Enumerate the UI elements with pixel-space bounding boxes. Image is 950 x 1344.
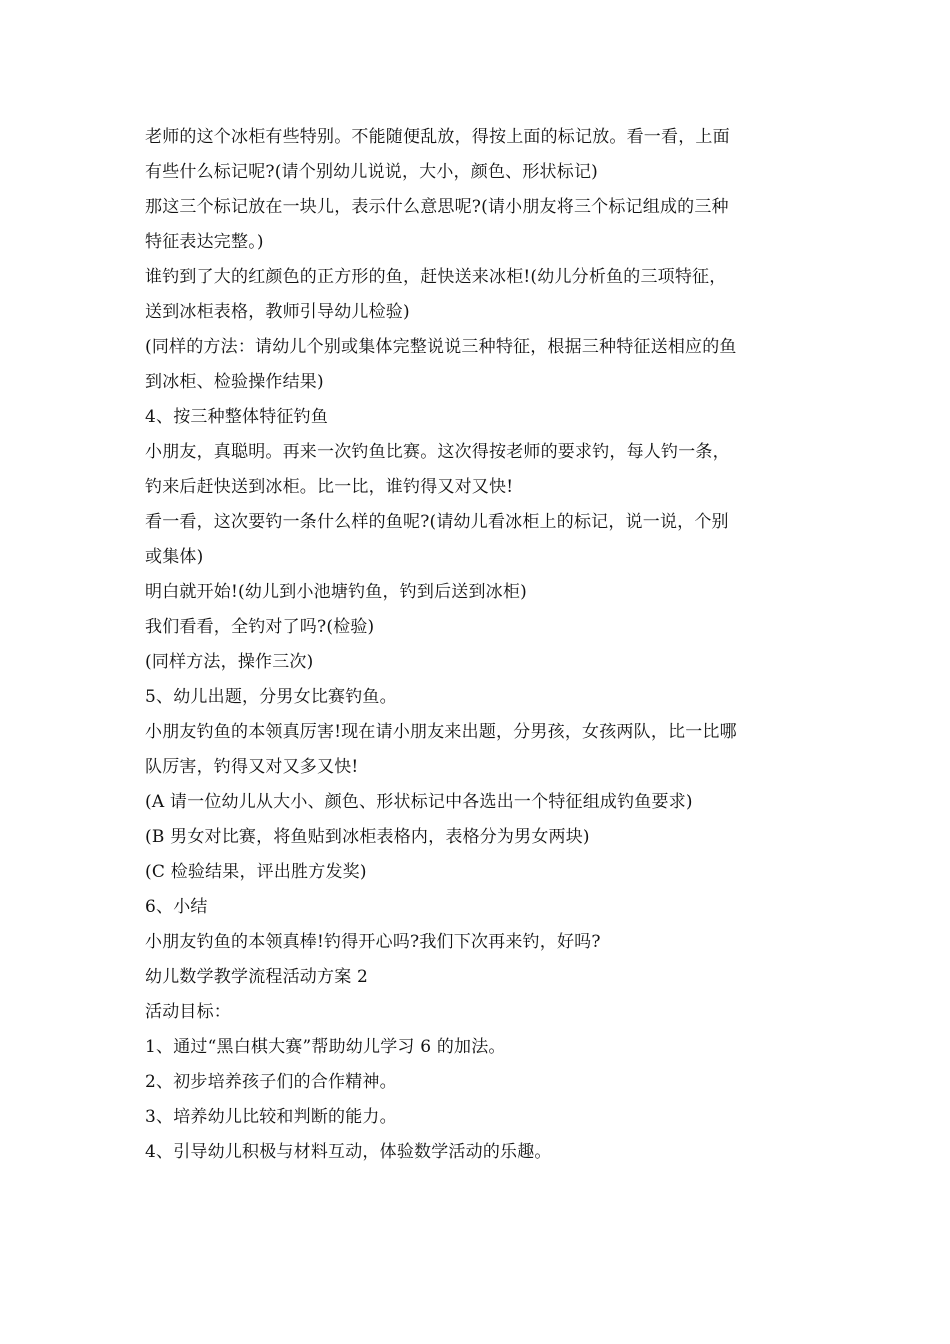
document-title: 幼儿数学教学流程活动方案 2 bbox=[145, 967, 369, 987]
section-heading: 4、按三种整体特征钓鱼 bbox=[145, 407, 329, 427]
text-line: 看一看，这次要钓一条什么样的鱼呢?(请幼儿看冰柜上的标记，说一说，个别 bbox=[145, 512, 729, 532]
text-line: 老师的这个冰柜有些特别。不能随便乱放，得按上面的标记放。看一看，上面 bbox=[145, 127, 730, 147]
section-heading: 5、幼儿出题，分男女比赛钓鱼。 bbox=[145, 687, 397, 707]
text-line: 特征表达完整。) bbox=[145, 232, 264, 252]
text-line: (C 检验结果，评出胜方发奖) bbox=[145, 862, 367, 882]
text-line: 钓来后赶快送到冰柜。比一比，谁钓得又对又快! bbox=[145, 477, 514, 497]
text-line: (同样方法，操作三次) bbox=[145, 652, 314, 672]
text-line: 队厉害，钓得又对又多又快! bbox=[145, 757, 359, 777]
list-item: 4、引导幼儿积极与材料互动，体验数学活动的乐趣。 bbox=[145, 1142, 552, 1162]
text-line: (同样的方法：请幼儿个别或集体完整说说三种特征，根据三种特征送相应的鱼 bbox=[145, 337, 737, 357]
text-line: (A 请一位幼儿从大小、颜色、形状标记中各选出一个特征组成钓鱼要求) bbox=[145, 792, 693, 812]
list-item: 3、培养幼儿比较和判断的能力。 bbox=[145, 1107, 397, 1127]
text-line: 我们看看，全钓对了吗?(检验) bbox=[145, 617, 375, 637]
document-body bbox=[145, 120, 825, 1170]
text-line: 小朋友钓鱼的本领真棒!钓得开心吗?我们下次再来钓，好吗? bbox=[145, 932, 601, 952]
text-line: 小朋友，真聪明。再来一次钓鱼比赛。这次得按老师的要求钓，每人钓一条， bbox=[145, 442, 730, 462]
text-line: 小朋友钓鱼的本领真厉害!现在请小朋友来出题，分男孩，女孩两队，比一比哪 bbox=[145, 722, 737, 742]
text-line: 到冰柜、检验操作结果) bbox=[145, 372, 324, 392]
text-line: 有些什么标记呢?(请个别幼儿说说，大小，颜色、形状标记) bbox=[145, 162, 598, 182]
text-line: (B 男女对比赛，将鱼贴到冰柜表格内，表格分为男女两块) bbox=[145, 827, 590, 847]
text-line: 那这三个标记放在一块儿，表示什么意思呢?(请小朋友将三个标记组成的三种 bbox=[145, 197, 729, 217]
list-item: 2、初步培养孩子们的合作精神。 bbox=[145, 1072, 397, 1092]
text-line: 或集体) bbox=[145, 547, 204, 567]
list-item: 1、通过“黑白棋大赛”帮助幼儿学习 6 的加法。 bbox=[145, 1037, 506, 1057]
section-heading: 活动目标： bbox=[145, 1002, 231, 1022]
text-line: 送到冰柜表格，教师引导幼儿检验) bbox=[145, 302, 410, 322]
text-line: 谁钓到了大的红颜色的正方形的鱼，赶快送来冰柜!(幼儿分析鱼的三项特征， bbox=[145, 267, 727, 287]
text-line: 明白就开始!(幼儿到小池塘钓鱼，钓到后送到冰柜) bbox=[145, 582, 527, 602]
section-heading: 6、小结 bbox=[145, 897, 208, 917]
